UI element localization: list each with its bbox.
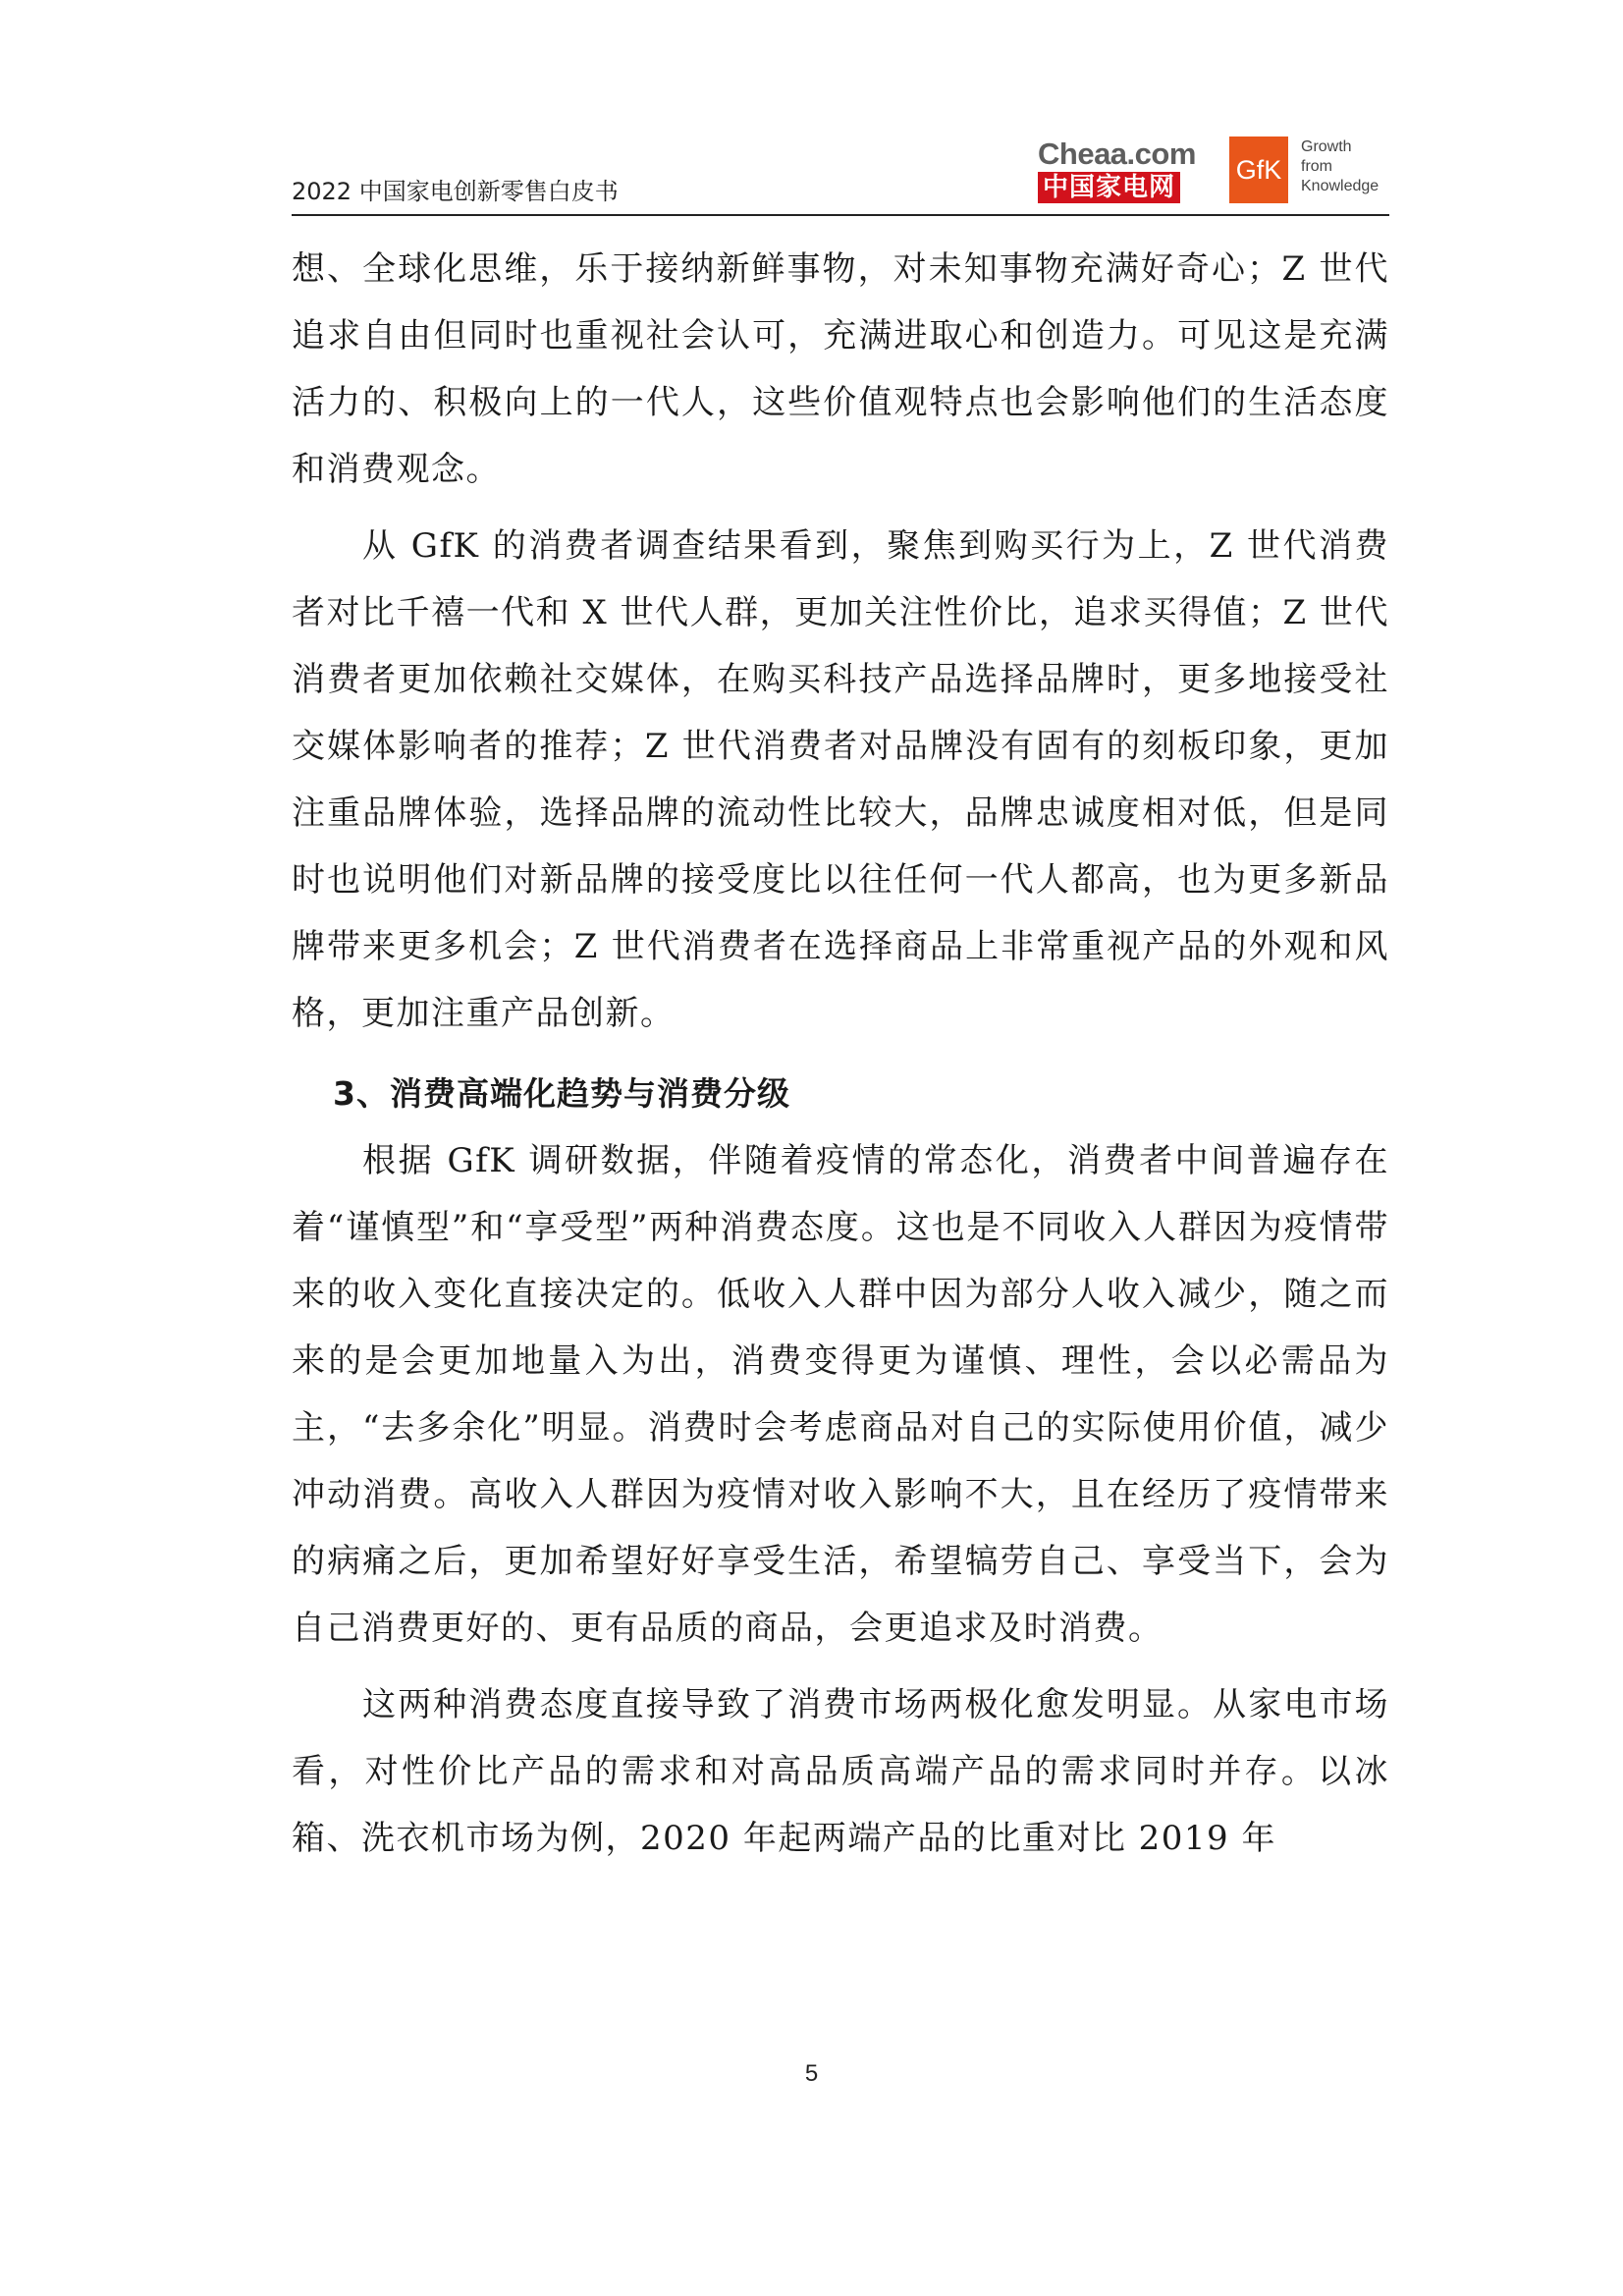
gfk-tagline-line: Knowledge <box>1301 178 1380 194</box>
gfk-tagline-line: from <box>1301 158 1332 175</box>
gfk-logo-text: GfK <box>1235 154 1282 185</box>
cheaa-logo-cn: 中国家电网 <box>1038 172 1180 203</box>
paragraph: 根据 GfK 调研数据，伴随着疫情的常态化，消费者中间普遍存在着“谨慎型”和“享受型”两种消费态度。这也是不同收入人群因为疫情带来的收入变化直接决定的。低收入人群中因为部分人收入减少，随之而来的是会更加地量入为出，消费变得更为谨慎、理性，会以必需品为主，“去多余化”明显。消费时会考虑商品对自己的实际使用价值，减少冲动消费。高收入人群因为疫情对收入影响不大，且在经历了疫情带来的病痛之后，更加希望好好享受生活，希望犒劳自己、享受当下，会为自己消费更好的、更有品质的商品，会更追求及时消费。 <box>292 1141 1389 1648</box>
page-header <box>292 128 1389 214</box>
cheaa-logo-text: Cheaa.com <box>1038 137 1196 171</box>
header-divider <box>292 214 1389 216</box>
cheaa-logo <box>1038 139 1211 208</box>
paragraph: 从 GfK 的消费者调查结果看到，聚焦到购买行为上，Z 世代消费者对比千禧一代和 X 世代人群，更加关注性价比，追求买得值；Z 世代消费者更加依赖社交媒体，在购买科技产品选择品牌时，更多地接受社交媒体影响者的推荐；Z 世代消费者对品牌没有固有的刻板印象，更加注重品牌体验，选择品牌的流动性比较大，品牌忠诚度相对低，但是同时也说明他们对新品牌的接受度比以往任何一代人都高，也为更多新品牌带来更多机会；Z 世代消费者在选择商品上非常重视产品的外观和风格，更加注重产品创新。 <box>292 526 1389 1033</box>
page-number: 5 <box>804 2060 819 2087</box>
document-body <box>292 236 1389 1872</box>
gfk-logo <box>1229 137 1288 203</box>
section-heading: 3、消费高端化趋势与消费分级 <box>333 1074 790 1113</box>
gfk-tagline-line: Growth <box>1301 138 1352 155</box>
gfk-tagline <box>1301 137 1379 196</box>
header-title: 2022 中国家电创新零售白皮书 <box>292 178 619 205</box>
paragraph: 想、全球化思维，乐于接纳新鲜事物，对未知事物充满好奇心；Z 世代追求自由但同时也重视社会认可，充满进取心和创造力。可见这是充满活力的、积极向上的一代人，这些价值观特点也会影响他们的生活态度和消费观念。 <box>292 249 1389 489</box>
paragraph: 这两种消费态度直接导致了消费市场两极化愈发明显。从家电市场看，对性价比产品的需求和对高品质高端产品的需求同时并存。以冰箱、洗衣机市场为例，2020 年起两端产品的比重对比 2019 年 <box>292 1685 1389 1858</box>
